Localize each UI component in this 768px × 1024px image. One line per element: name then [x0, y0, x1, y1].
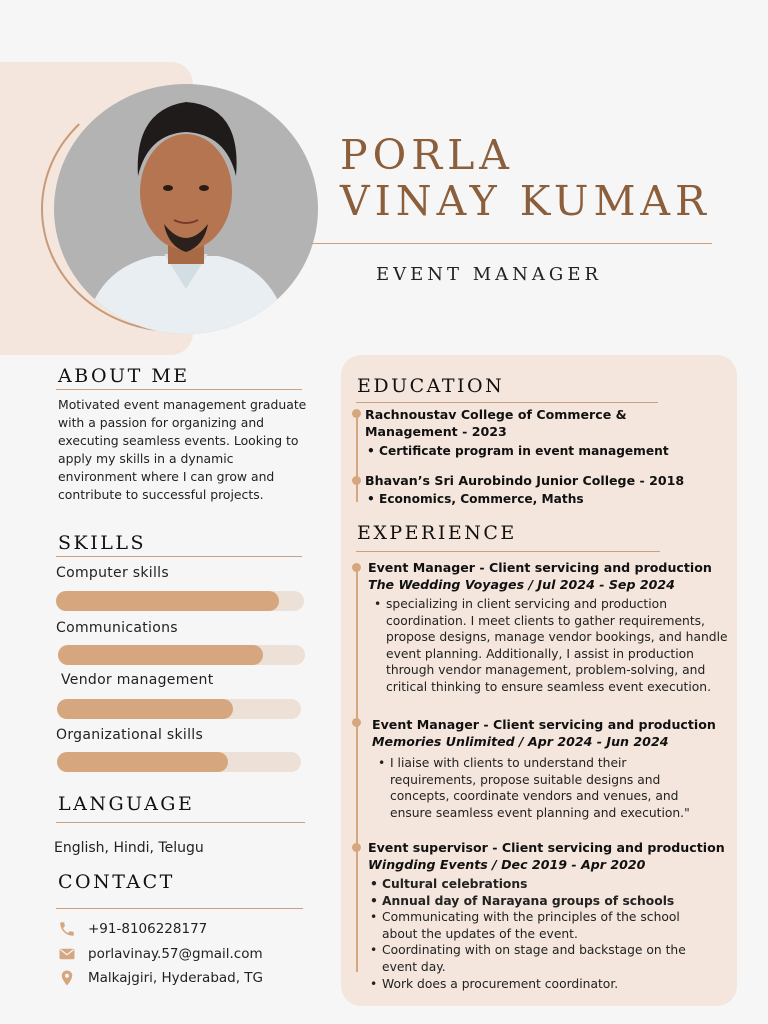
experience-org: Memories Unlimited / Apr 2024 - Jun 2024 — [372, 734, 669, 749]
about-title: ABOUT ME — [58, 365, 190, 387]
timeline-dot — [352, 563, 361, 572]
education-entry — [365, 406, 725, 460]
name-heading — [340, 132, 711, 224]
education-timeline — [356, 410, 358, 502]
experience-role: Event Manager - Client servicing and production — [368, 560, 712, 575]
contact-address — [58, 969, 263, 987]
experience-detail: • Annual day of Narayana groups of schools — [368, 893, 702, 910]
address: Malkajgiri, Hyderabad, TG — [88, 970, 264, 986]
language-list: English, Hindi, Telugu — [54, 840, 204, 856]
experience-entry — [372, 716, 734, 821]
timeline-dot — [352, 843, 361, 852]
experience-detail: • Cultural celebrations — [368, 876, 702, 893]
language-divider — [56, 822, 305, 823]
skill-bar-fill — [57, 752, 228, 772]
skill-label: Communications — [56, 620, 178, 636]
profile-photo — [54, 84, 318, 334]
experience-timeline — [356, 565, 358, 972]
experience-role: Event supervisor - Client servicing and production — [368, 840, 725, 855]
education-title: EDUCATION — [357, 375, 505, 397]
education-detail: • Economics, Commerce, Maths — [365, 491, 735, 508]
experience-org: The Wedding Voyages / Jul 2024 - Sep 2024 — [368, 577, 675, 592]
about-divider — [56, 389, 302, 390]
timeline-dot — [352, 718, 361, 727]
skill-bar-fill — [58, 645, 263, 665]
timeline-dot — [352, 409, 361, 418]
skill-label: Organizational skills — [56, 727, 204, 743]
phone-number: +91-8106228177 — [88, 921, 208, 937]
skills-title: SKILLS — [58, 532, 146, 554]
contact-divider — [56, 908, 303, 909]
skill-bar — [58, 645, 305, 665]
education-school-cont: Management - 2023 — [365, 424, 507, 439]
email-address: porlavinay.57@gmail.com — [88, 946, 263, 962]
email-icon — [58, 945, 76, 963]
contact-phone — [58, 920, 207, 938]
last-name: VINAY KUMAR — [340, 177, 711, 225]
skill-label: Vendor management — [61, 672, 214, 688]
first-name: PORLA — [340, 131, 514, 179]
experience-detail: • Work does a procurement coordinator. — [368, 976, 702, 993]
skill-bar-fill — [57, 699, 233, 719]
experience-detail: • specializing in client servicing and production coordination. I meet clients to gather requirements, propose designs, manage vendor bookings, and handle event planning. Additionally, I assist in production through vendor management, problem-solving, and critical thinking to ensure seamless event execution. — [372, 596, 734, 696]
phone-icon — [58, 920, 76, 938]
contact-email — [58, 945, 263, 963]
education-detail: • Certificate program in event management — [365, 443, 725, 460]
education-entry — [365, 472, 735, 508]
education-bullets — [365, 491, 735, 508]
about-text: Motivated event management graduate with a passion for organizing and executing seamless events. Looking to apply my skills in a dynamic environment where I can grow and contribute to successful projects. — [58, 397, 307, 502]
language-title: LANGUAGE — [58, 793, 195, 815]
experience-org: Wingding Events / Dec 2019 - Apr 2020 — [368, 857, 646, 872]
education-school: Rachnoustav College of Commerce & — [365, 407, 627, 422]
timeline-dot — [352, 476, 361, 485]
experience-detail: • I liaise with clients to understand their requirements, propose suitable designs and concepts, coordinate vendors and venues, and ensure seamless event planning and execution." — [376, 755, 702, 821]
location-pin-icon — [58, 969, 76, 987]
experience-title: EXPERIENCE — [357, 522, 517, 544]
education-bullets — [365, 443, 725, 460]
experience-divider — [356, 551, 660, 552]
experience-bullets — [368, 876, 702, 992]
education-school: Bhavan’s Sri Aurobindo Junior College - 2018 — [365, 473, 685, 488]
skill-label: Computer skills — [56, 565, 169, 581]
experience-bullets — [372, 755, 702, 821]
contact-title: CONTACT — [58, 871, 175, 893]
skill-bar — [57, 752, 301, 772]
education-divider — [356, 402, 658, 403]
experience-detail: • Communicating with the principles of the school about the updates of the event. — [368, 909, 702, 942]
experience-bullets — [368, 596, 734, 696]
skill-bar — [56, 591, 304, 611]
skill-bar-fill — [56, 591, 279, 611]
experience-role: Event Manager - Client servicing and production — [372, 717, 716, 732]
experience-entry — [368, 559, 734, 696]
name-divider — [310, 243, 712, 244]
skill-bar — [57, 699, 301, 719]
skills-divider — [56, 556, 302, 557]
job-title: EVENT MANAGER — [376, 264, 603, 285]
experience-entry — [368, 839, 738, 992]
experience-detail: • Coordinating with on stage and backstage on the event day. — [368, 942, 702, 975]
